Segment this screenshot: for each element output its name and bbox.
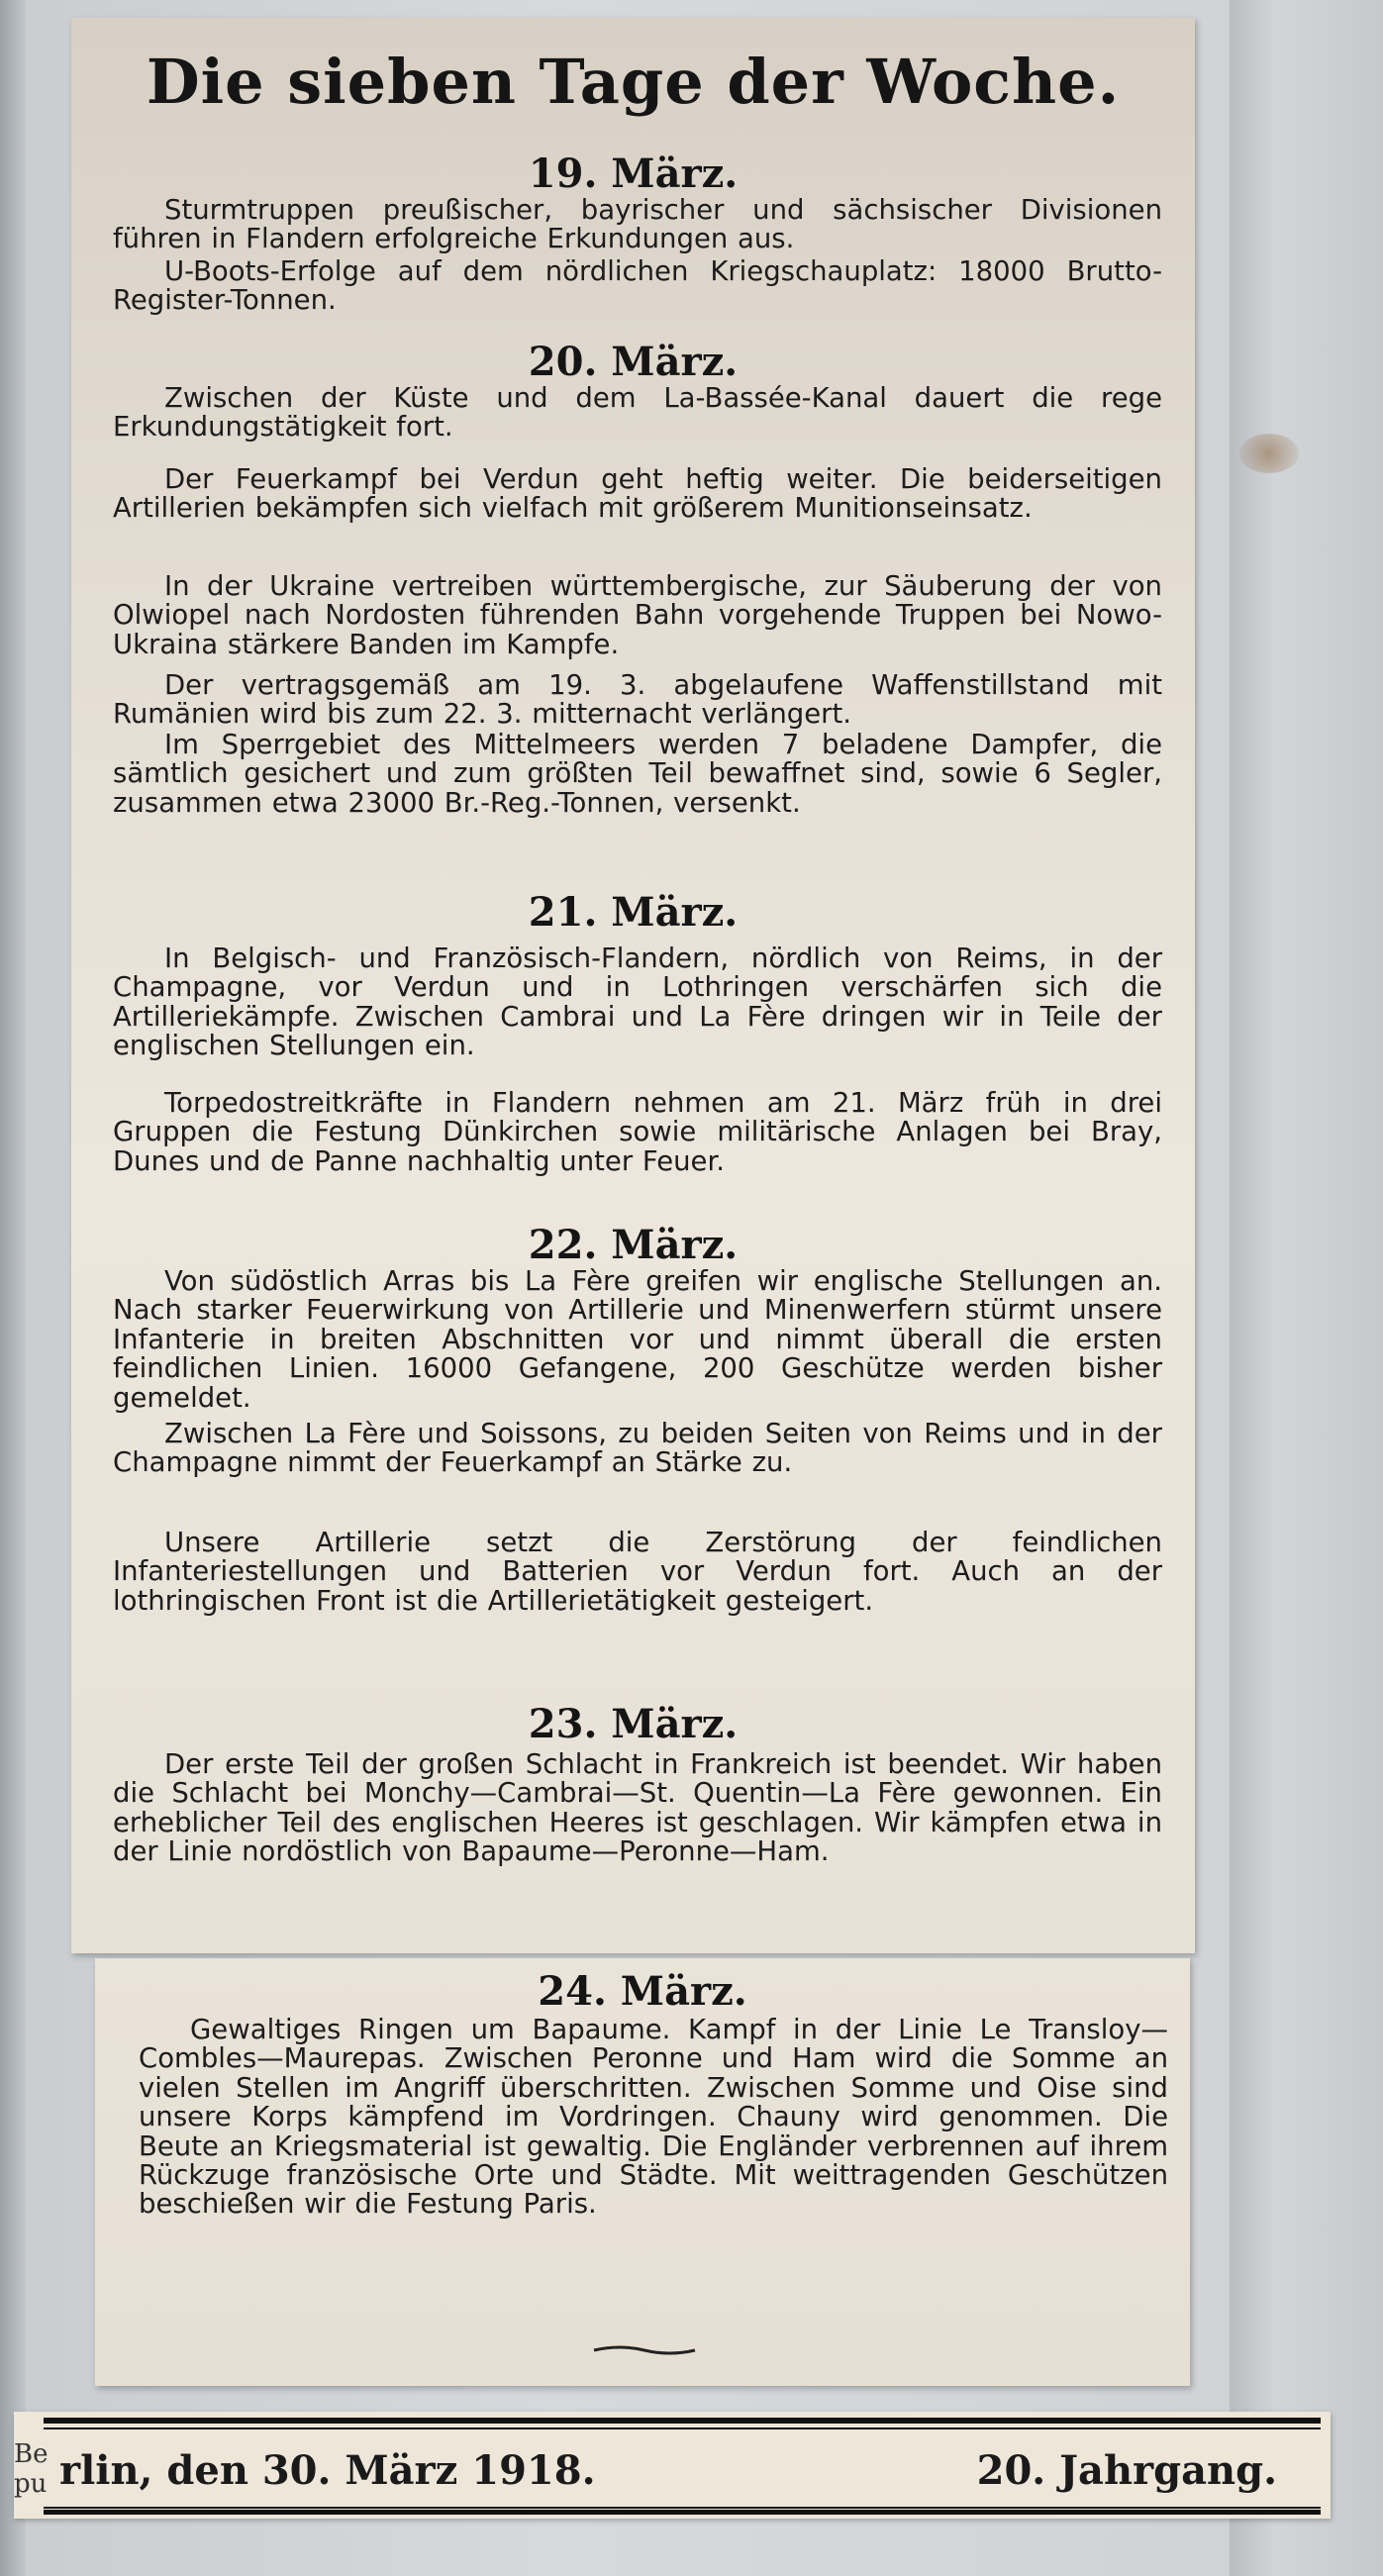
- date-heading-19-maerz: 19. März.: [528, 150, 739, 197]
- date-heading-24-maerz: 24. März.: [538, 1968, 747, 2015]
- paragraph-24-maerz-1: Gewaltiges Ringen um Bapaume. Kampf in der Linie Le Transloy—Combles—Maurepas. Zwischen Peronne und Ham wird die Somme an vielen Stellen im Angriff überschritten. Zwischen Somme und Oise sind unsere Korps kämpfend im Vordringen. Chauny wird genommen. Die Beute an Kriegsmaterial ist gewaltig. Die Engländer verbrennen auf ihrem Rückzuge französische Orte und Städte. Mit weittragenden Geschützen beschießen wir die Festung Paris.: [139, 2014, 1168, 2221]
- paragraph-20-maerz-2: Der Feuerkampf bei Verdun geht heftig weiter. Die beiderseitigen Artillerien bekämpfen sich vielfach mit größerem Munitionseinsatz.: [113, 463, 1162, 525]
- paragraph-20-maerz-1: Zwischen der Küste und dem La-Bassée-Kanal dauert die rege Erkundungstätigkeit fort.: [113, 382, 1162, 444]
- paragraph-21-maerz-2: Torpedostreitkräfte in Flandern nehmen am 21. März früh in drei Gruppen die Festung Dünkirchen sowie militärische Anlagen bei Bray, Dunes und de Panne nachhaltig unter Feuer.: [113, 1087, 1162, 1177]
- paragraph-19-maerz-1: Sturmtruppen preußischer, bayrischer und sächsischer Divisionen führen in Flandern erfolgreiche Erkundungen aus.: [113, 194, 1162, 255]
- paragraph-22-maerz-1: Von südöstlich Arras bis La Fère greifen wir englische Stellungen an. Nach starker Feuerwirkung von Artillerie und Minenwerfern stürmt unsere Infanterie in breiten Abschnitten vor und nimmt überall die ersten feindlichen Linien. 16000 Gefangene, 200 Geschütze werden bisher gemeldet.: [113, 1265, 1162, 1414]
- newspaper-footer-strip: [14, 2412, 1331, 2519]
- paper-stain: [1239, 434, 1299, 473]
- paragraph-23-maerz-1: Der erste Teil der großen Schlacht in Frankreich ist beendet. Wir haben die Schlacht bei Monchy—Cambrai—St. Quentin—La Fère gewonnen. Ein erheblicher Teil des englischen Heeres ist geschlagen. Wir kämpfen etwa in der Linie nordöstlich von Bapaume—Peronne—Ham.: [113, 1748, 1162, 1868]
- date-heading-23-maerz: 23. März.: [528, 1701, 739, 1747]
- footer-rule-thin: [44, 2427, 1321, 2429]
- date-heading-20-maerz: 20. März.: [528, 339, 739, 385]
- newspaper-clipping-main: [71, 18, 1195, 1953]
- article-title: Die sieben Tage der Woche.: [146, 46, 1121, 118]
- footer-date-line: rlin, den 30. März 1918.: [59, 2447, 596, 2494]
- footer-rule-thin-bottom: [44, 2507, 1321, 2509]
- paragraph-21-maerz-1: In Belgisch- und Französisch-Flandern, nördlich von Reims, in der Champagne, vor Verdun und in Lothringen verschärfen sich die Artilleriekämpfe. Zwischen Cambrai und La Fère dringen wir in Teile der englischen Stellungen ein.: [113, 942, 1162, 1062]
- paragraph-22-maerz-2: Zwischen La Fère und Soissons, zu beiden Seiten von Reims und in der Champagne nimmt der Feuerkampf an Stärke zu.: [113, 1418, 1162, 1479]
- footer-fragment: Be pu: [14, 2439, 49, 2499]
- paragraph-19-maerz-2: U-Boots-Erfolge auf dem nördlichen Kriegschauplatz: 18000 Brutto-Register-Tonnen.: [113, 255, 1162, 317]
- paragraph-20-maerz-3: In der Ukraine vertreiben württembergische, zur Säuberung der von Olwiopel nach Nordosten führenden Bahn vorgehende Truppen bei Nowo-Ukraina stärkere Banden im Kampfe.: [113, 570, 1162, 660]
- paragraph-20-maerz-4: Der vertragsgemäß am 19. 3. abgelaufene Waffenstillstand mit Rumänien wird bis zum 22. 3. mitternacht verlängert.: [113, 669, 1162, 731]
- ornament-swash-icon: [590, 2342, 699, 2358]
- paragraph-22-maerz-3: Unsere Artillerie setzt die Zerstörung der feindlichen Infanteriestellungen und Batterien vor Verdun fort. Auch an der lothringischen Front ist die Artillerietätigkeit gesteigert.: [113, 1527, 1162, 1617]
- footer-rule-thick: [44, 2418, 1321, 2424]
- newspaper-clipping-second: [95, 1958, 1190, 2386]
- footer-volume: 20. Jahrgang.: [976, 2447, 1277, 2494]
- footer-rule-thick-bottom: [44, 2510, 1321, 2515]
- album-right-margin: [1230, 0, 1383, 2576]
- date-heading-22-maerz: 22. März.: [528, 1222, 739, 1268]
- date-heading-21-maerz: 21. März.: [528, 889, 739, 936]
- paragraph-20-maerz-5: Im Sperrgebiet des Mittelmeers werden 7 beladene Dampfer, die sämtlich gesichert und zum größten Teil bewaffnet sind, sowie 6 Segler, zusammen etwa 23000 Br.-Reg.-Tonnen, versenkt.: [113, 729, 1162, 819]
- album-page-edge: [0, 0, 26, 2576]
